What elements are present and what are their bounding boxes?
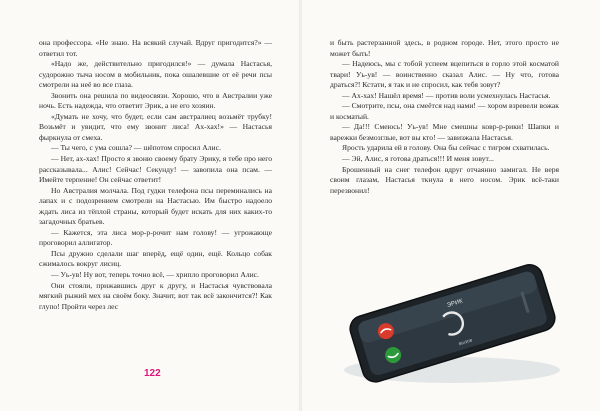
left-page-paragraph: — Кажется, эта лиса мор-р-рочит нам голову! — угрожающе проговорил аллигатор. xyxy=(39,227,272,248)
left-page-paragraph: Псы дружно сделали шаг вперёд, ещё один, ещё. Кольцо собак сжималось вокруг лисиц. xyxy=(39,248,272,269)
right-page-paragraph: и быть растерзанной здесь, в родном городе. Нет, этого просто не может быть! xyxy=(330,38,559,58)
left-page-paragraph: она профессора. «Не знаю. На всякий случай. Вдруг пригодится?» — ответил тот. xyxy=(39,38,272,58)
left-page-paragraph: — Ты чего, с ума сошла? — шёпотом спросил Алис. xyxy=(51,143,221,153)
right-page-paragraph: Брошенный на снег телефон вдруг отчаянно замигал. Не веря своим глазам, Настасья ткнула в него носом. Эрик всё-таки перезвонил! xyxy=(330,164,559,195)
left-page-paragraph: — Уь-ув! Ну вот, теперь точно всё, — хрипло проговорил Алис. xyxy=(51,270,259,280)
right-page-paragraph: Ярость ударила ей в голову. Она бы сейчас с тигром схватилась. xyxy=(342,143,550,153)
right-page-paragraph: — Ах-хах! Нашёл время! — против воли усмехнулась Настасья. xyxy=(342,90,551,100)
book-gutter xyxy=(299,0,302,411)
phone-illustration xyxy=(330,252,570,387)
caller-subtitle: вызов xyxy=(458,337,474,348)
left-page-paragraph: — Нет, ах-хах! Просто я звоню своему брату Эрику, я тебе про него рассказывала... Алис! Сейчас! Секунду! — завопила она псам. — Имейте терпение! Он сейчас ответит! xyxy=(39,154,272,185)
right-page-paragraph: — Надеюсь, мы с тобой успеем вцепиться в горло этой косматой твари! Уь-ув! — воинственно сказал Алис. — Ну что, готова драться?! Кстати, я так и не спросил, как тебя зовут? xyxy=(330,59,559,90)
left-page-text xyxy=(39,38,272,312)
left-page-paragraph: «Надо же, действительно пригодился!» — думала Настасья, судорожно тыча носом в мобильник, пока ошалевшие от её речи псы смотрели на неё во все глаза. xyxy=(39,59,272,90)
right-page-paragraph: — Смотрите, псы, она смеётся над нами! — хором взревели вожак и косматый. xyxy=(330,101,559,121)
right-page-text xyxy=(330,38,559,196)
left-page-paragraph: «Думать не хочу, что будет, если сам австралиец возьмёт трубку! Возьмёт и увидит, что ему звонит лиса! Ах-хах!» — Настасья фыркнула от смеха. xyxy=(39,111,272,142)
page-number: 122 xyxy=(144,368,161,379)
left-page-paragraph: Они стояли, прижавшись друг к другу, и Настасья чувствовала мягкий рыжий мех на своём боку. Значит, вот так всё закончится?! Как глупо! Пройти через лес xyxy=(39,280,272,311)
left-page-paragraph: Звонить она решила по видеосвязи. Хорошо, что в Австралии уже ночь. Есть надежда, что ответит Эрик, а не его хозяин. xyxy=(39,90,272,111)
caller-name: ЭРИК xyxy=(446,298,464,309)
right-page-paragraph: — Эй, Алис, я готова драться!!! И меня зовут... xyxy=(342,154,494,164)
left-page-paragraph: Но Австралия молчала. Под гудки телефона псы переминались на лапах и с подозрением смотрели на Настасью. Им быстро надоело ждать лиса из тёплой страны, который будет искать для них каких-то загадочных братьев. xyxy=(39,185,272,227)
right-page-paragraph: — Да!!! Смеюсь! Уь-ув! Мне смешны ковр-р-рики! Шапки и варежки безмозглые, вот вы кто! — завизжала Настасья. xyxy=(330,122,559,142)
